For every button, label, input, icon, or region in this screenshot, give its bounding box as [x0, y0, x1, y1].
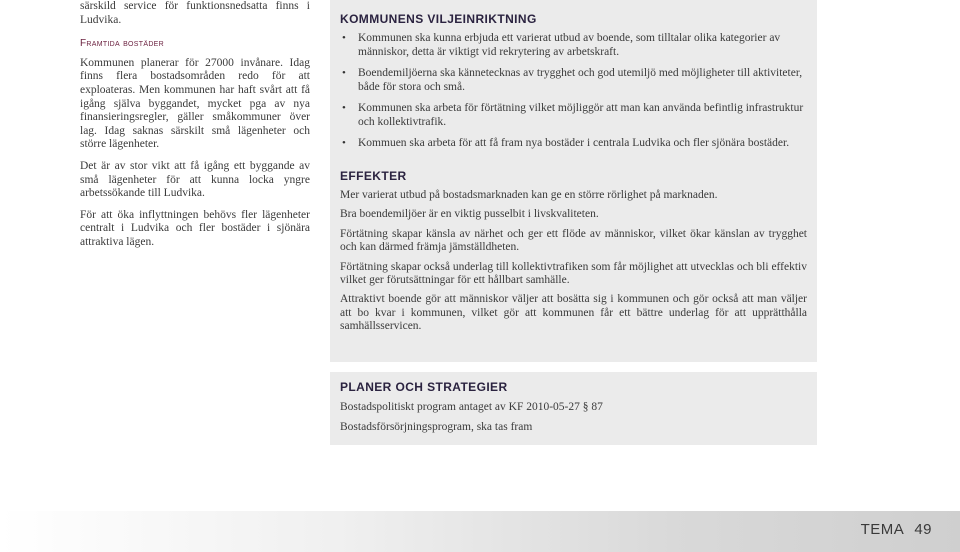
vision-effects-panel [330, 0, 817, 362]
effects-paragraph: Förtätning skapar känsla av närhet och ger ett flöde av människor, vilket ökar känslan av trygghet och kan därmed främja jämställdheten. [340, 227, 807, 254]
vision-bullet-list [340, 31, 807, 150]
page-footer [0, 511, 960, 552]
effects-paragraph: Bra boendemiljöer är en viktig pusselbit i livskvaliteten. [340, 208, 599, 221]
page-number: 49 [914, 521, 932, 538]
effects-paragraph: Attraktivt boende gör att människor väljer att bosätta sig i kommunen och gör också att man väljer att bo kvar i kommunen, vilket gör att kommunen får ett bättre underlag för att upprätthålla samhällsservicen. [340, 293, 807, 333]
bullet-icon: • [342, 67, 346, 79]
vision-bullet: • Kommunen ska arbeta för förtätning vilket möjliggör att man kan använda befintlig infrastruktur och kollektivtrafik. [342, 102, 804, 128]
vision-bullet: • Boendemiljöerna ska kännetecknas av trygghet och god utemiljö med möjligheter till aktiviteter, både för stora och små. [342, 67, 803, 93]
bullet-icon: • [342, 102, 346, 114]
left-column [80, 0, 310, 258]
section-heading-framtida-bostader: Framtida bostäder [80, 38, 164, 50]
bullet-icon: • [342, 137, 346, 149]
effects-paragraph: Mer varierat utbud på bostadsmarknaden kan ge en större rörlighet på marknaden. [340, 189, 718, 201]
plans-item: Bostadspolitiskt program antaget av KF 2010-05-27 § 87 [340, 401, 603, 413]
effects-heading: EFFEKTER [340, 169, 407, 183]
vision-heading: KOMMUNENS VILJEINRIKTNING [340, 12, 537, 26]
footer-label: TEMA [860, 521, 905, 538]
left-paragraph-3: För att öka inflyttningen behövs fler lägenheter centralt i Ludvika och fler bostäder i sjönära attraktiva lägen. [80, 208, 310, 248]
vision-bullet: • Kommunen ska kunna erbjuda ett varierat utbud av boende, som tilltalar olika kategorier av människor, detta är viktigt vid rekrytering av arbetskraft. [342, 32, 781, 58]
intro-text: särskild service för funktionsnedsatta finns i Ludvika. [80, 0, 310, 26]
effects-section [340, 169, 807, 334]
plans-heading: PLANER OCH STRATEGIER [340, 380, 508, 394]
footer-tema [861, 521, 932, 538]
plans-item: Bostadsförsörjningsprogram, ska tas fram [340, 421, 533, 433]
vision-bullet: • Kommuen ska arbeta för att få fram nya bostäder i centrala Ludvika och fler sjönära bostäder. [342, 137, 790, 149]
effects-paragraph: Förtätning skapar också underlag till kollektivtrafiken som får möjlighet att utvecklas och bli effektiv vilket ger förutsättningar för ett hållbart samhälle. [340, 260, 807, 287]
left-paragraph-1: Kommunen planerar för 27000 invånare. Idag finns flera bostadsområden redo för att exploateras. Men kommunen har haft svårt att få igång själva byggandet, mycket pga av nya finansieringsregler, gäller småkommuner över lag. Idag saknas särskilt små lägenheter och större lägenheter. [80, 56, 310, 151]
bullet-icon: • [342, 32, 346, 44]
plans-panel [330, 372, 817, 445]
left-paragraph-2: Det är av stor vikt att få igång ett byggande av små lägenheter för att kunna locka yngre arbetssökande till Ludvika. [80, 159, 310, 200]
